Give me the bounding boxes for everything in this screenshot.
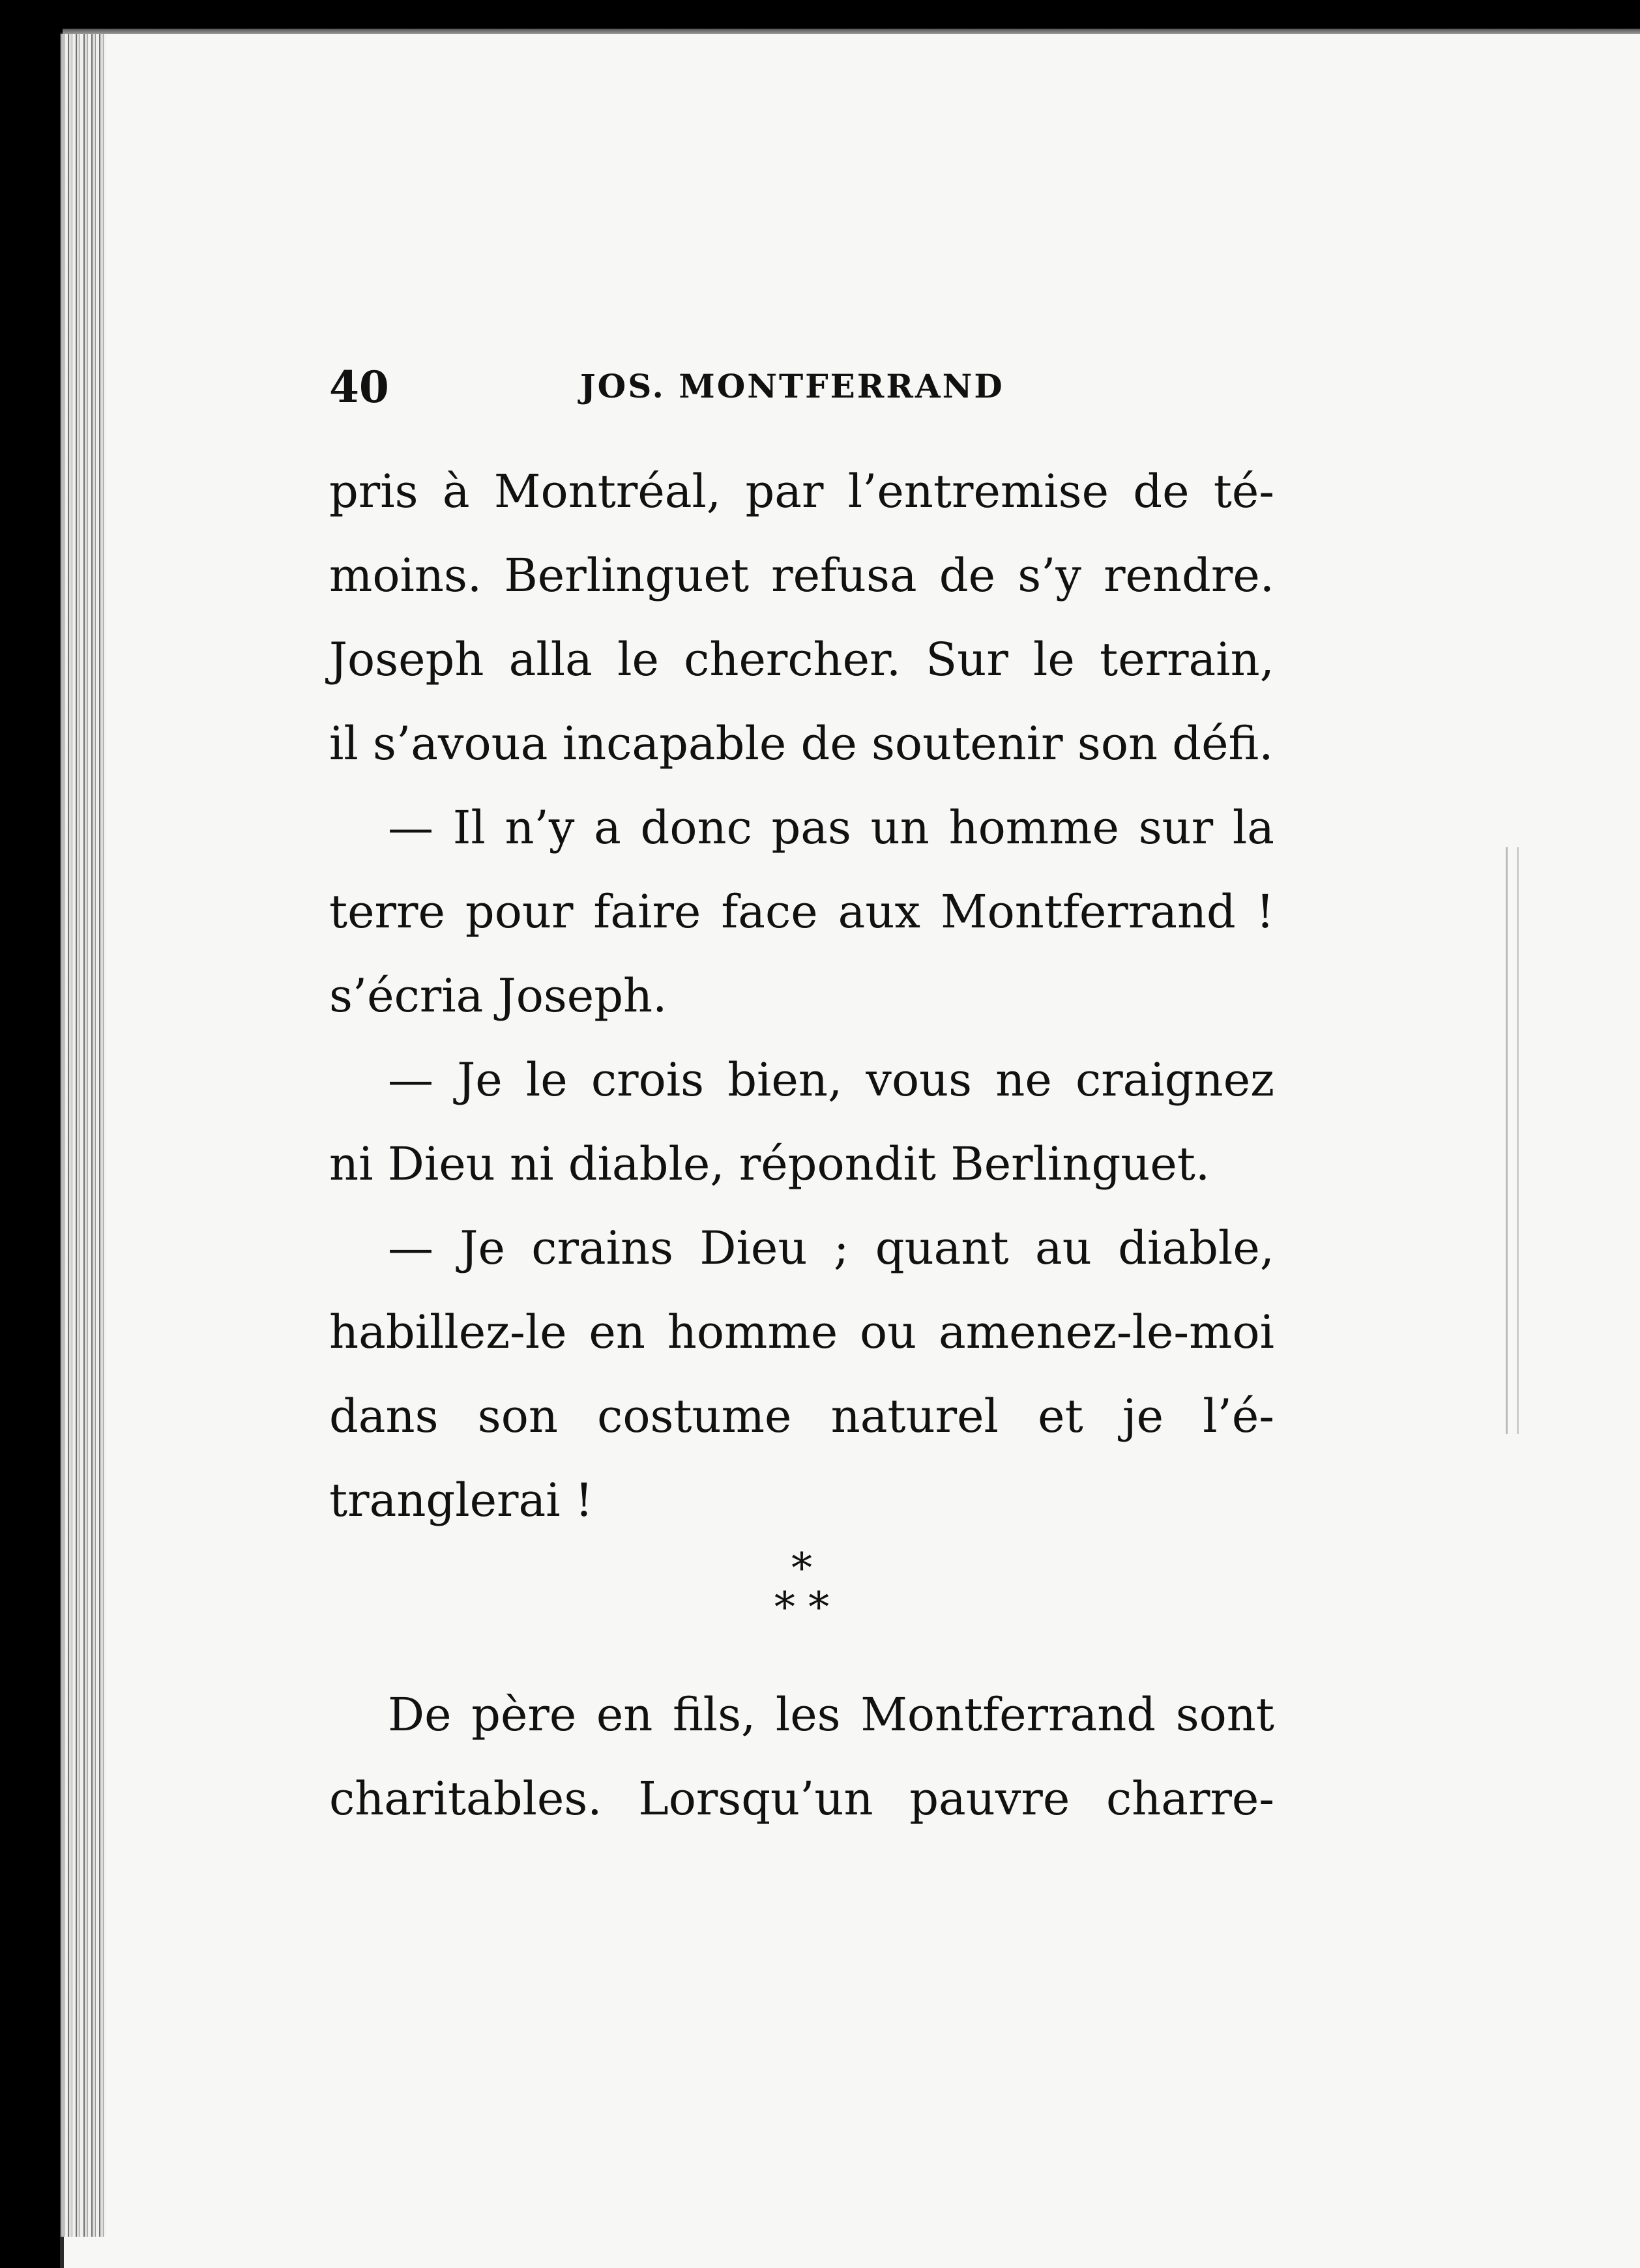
text-line: Joseph alla le chercher. Sur le terrain, <box>329 633 1274 686</box>
text-line: terre pour faire face aux Montferrand ! <box>329 885 1274 938</box>
text-line: ni Dieu ni diable, répondit Berlinguet. <box>329 1137 1210 1191</box>
body-text <box>329 450 1274 1841</box>
asterism-bottom: * * <box>774 1584 830 1632</box>
text-line: moins. Berlinguet refusa de s’y rendre. <box>329 549 1274 602</box>
section-break-asterism <box>329 1543 1274 1634</box>
text-line: — Je crains Dieu ; quant au diable, <box>388 1221 1274 1275</box>
page-number: 40 <box>329 362 389 413</box>
text-line: De père en fils, les Montferrand sont <box>388 1688 1274 1741</box>
page-stack-edge <box>60 34 106 2237</box>
text-line: habillez-le en homme ou amenez-le-moi <box>329 1305 1274 1359</box>
text-line: dans son costume naturel et je l’é- <box>329 1389 1274 1443</box>
asterism-top: * <box>791 1545 812 1593</box>
text-line: il s’avoua incapable de soutenir son défi. <box>329 717 1274 770</box>
text-line: charitables. Lorsqu’un pauvre charre- <box>329 1772 1274 1825</box>
section-spacer <box>329 1634 1274 1673</box>
running-head <box>329 362 1294 413</box>
text-line: tranglerai ! <box>329 1474 593 1527</box>
text-line: — Je le crois bien, vous ne craignez <box>388 1053 1274 1107</box>
text-line: pris à Montréal, par l’entremise de té- <box>329 465 1274 518</box>
text-line: s’écria Joseph. <box>329 969 667 1023</box>
page-top-edge <box>63 29 1640 34</box>
running-title: JOS. MONTFERRAND <box>580 367 1004 405</box>
scan-artifact-line <box>1506 847 1519 1434</box>
text-line: — Il n’y a donc pas un homme sur la <box>388 801 1274 854</box>
